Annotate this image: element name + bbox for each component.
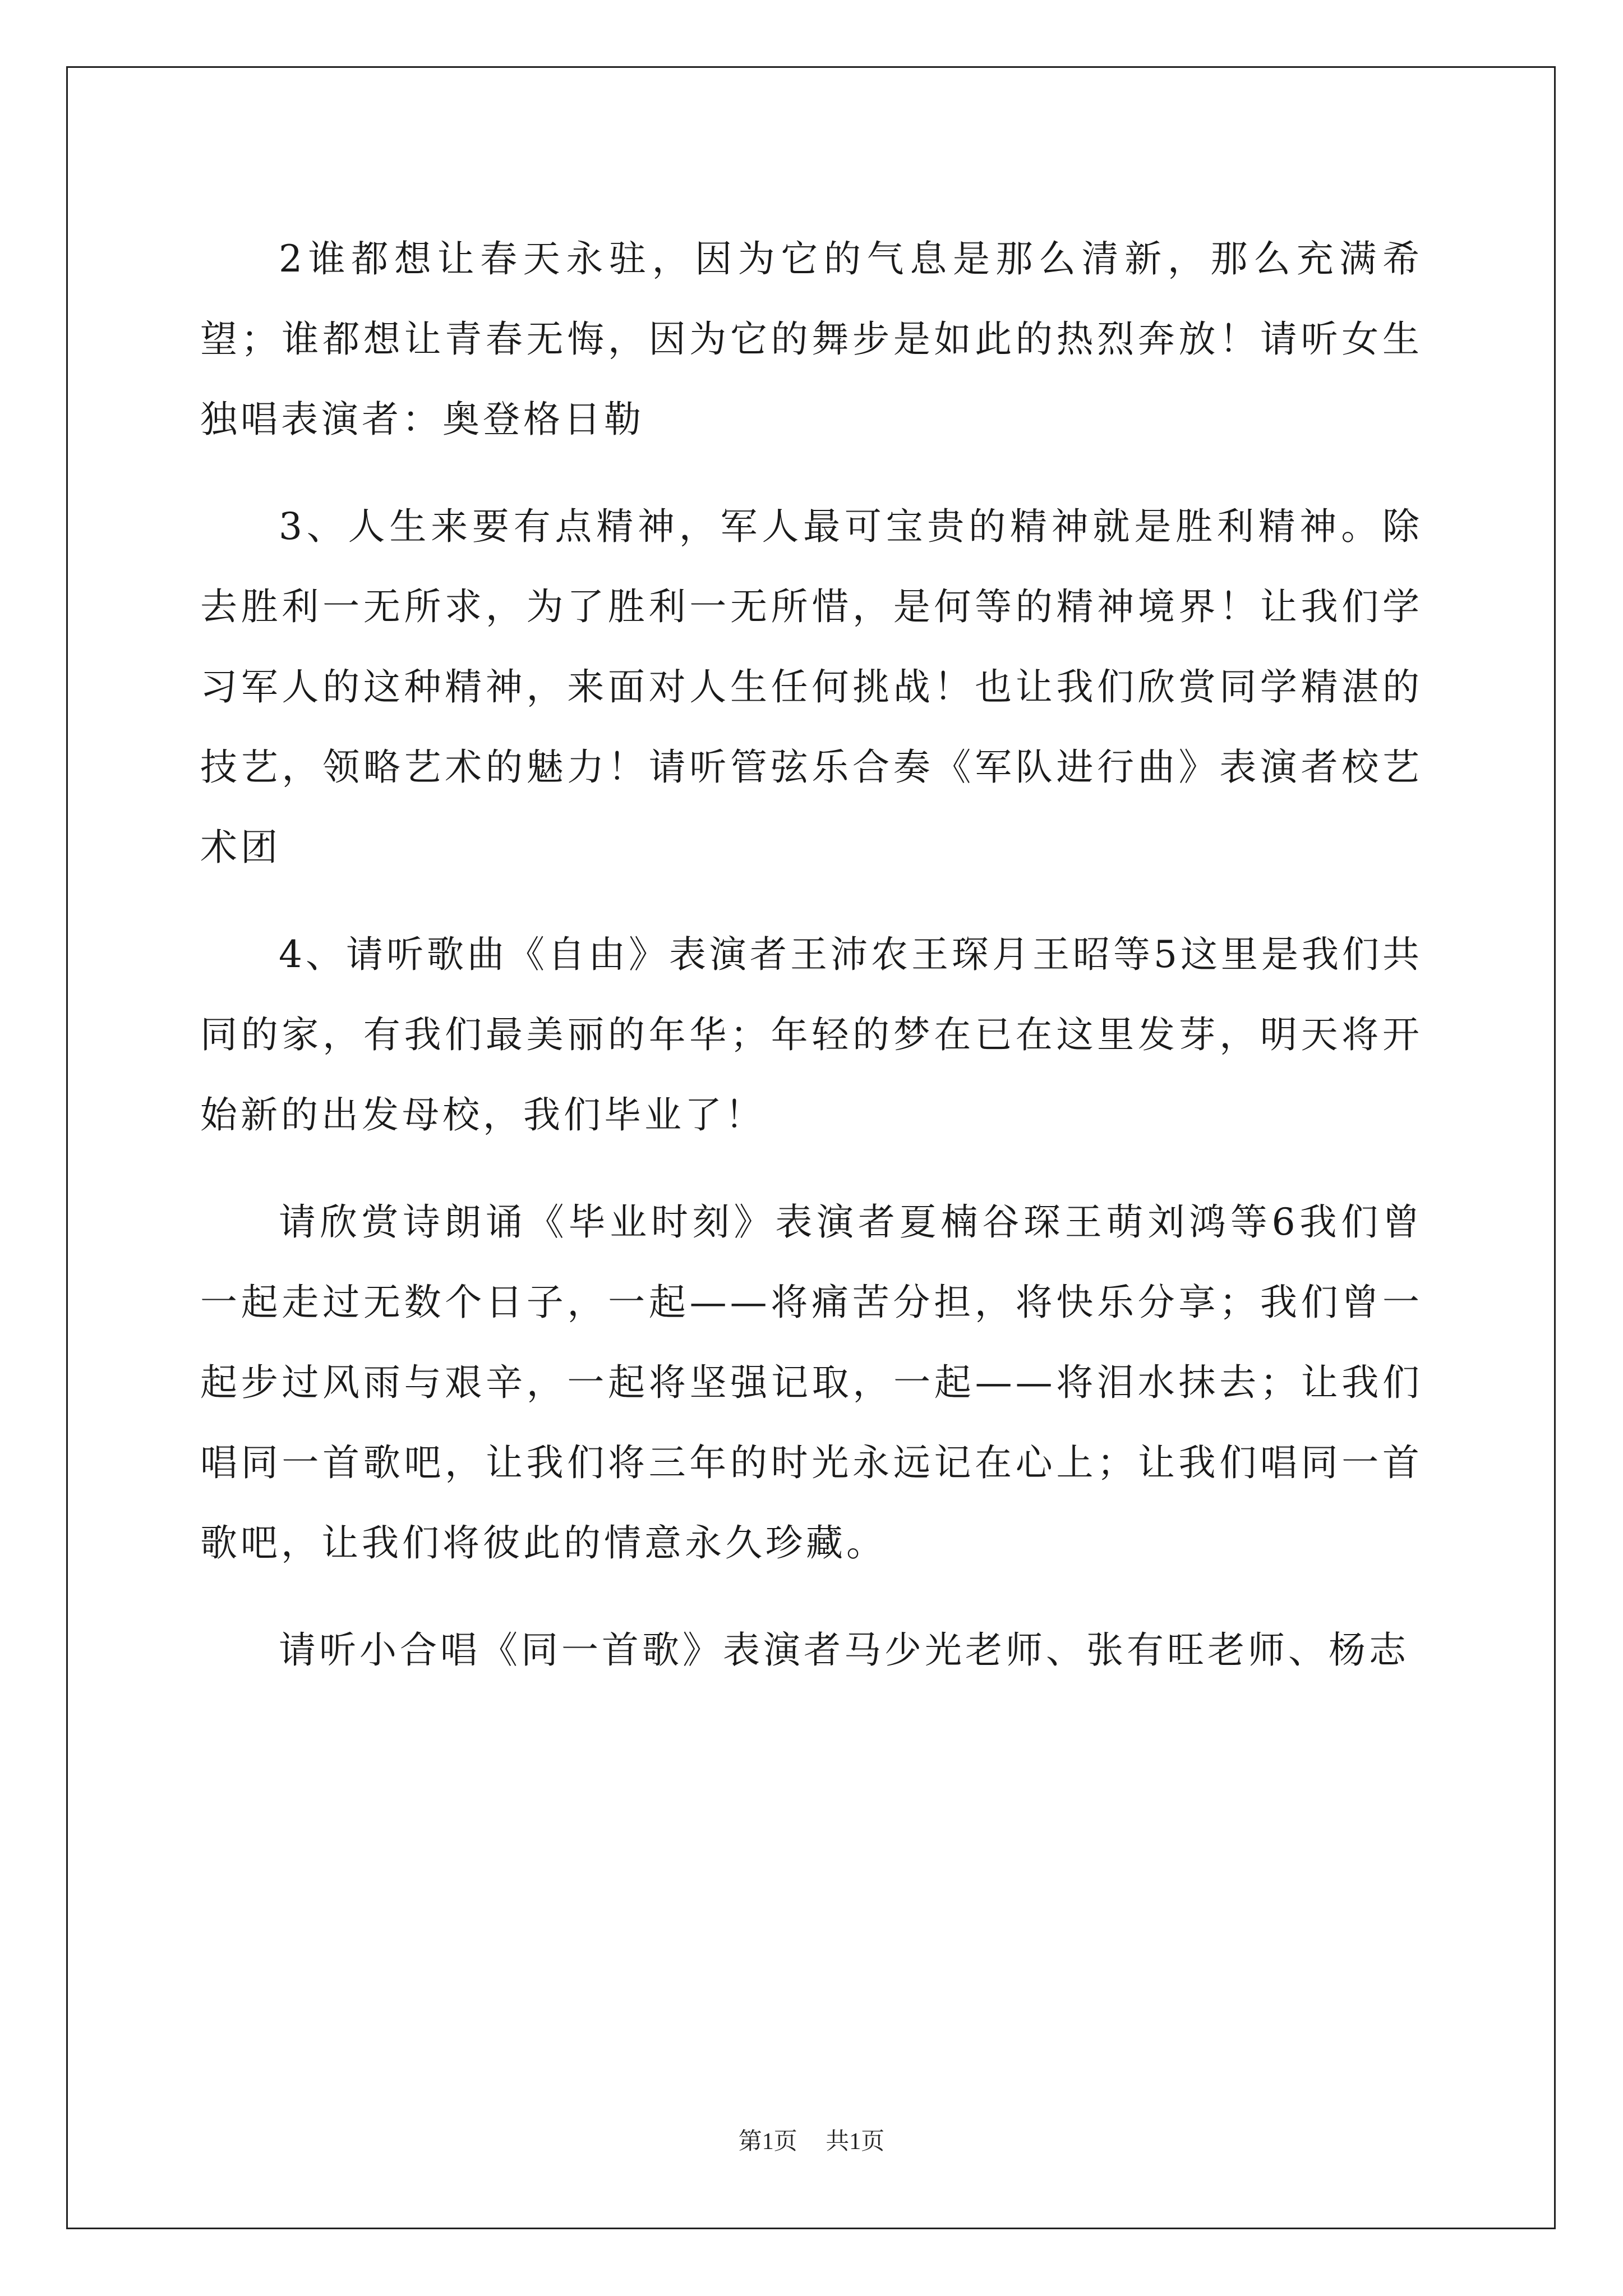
paragraph-3: 4、请听歌曲《自由》表演者王沛农王琛月王昭等5这里是我们共同的家，有我们最美丽的年华；年轻的梦在已在这里发芽，明天将开始新的出发母校，我们毕业了！	[200, 933, 1423, 1137]
paragraph-4: 请欣赏诗朗诵《毕业时刻》表演者夏楠谷琛王萌刘鸿等6我们曾一起走过无数个日子，一起——将痛苦分担，将快乐分享；我们曾一起步过风雨与艰辛，一起将坚强记取，一起——将泪水抹去；让我们唱同一首歌吧，让我们将三年的时光永远记在心上；让我们唱同一首歌吧，让我们将彼此的情意永久珍藏。	[200, 1200, 1423, 1565]
paragraph-5: 请听小合唱《同一首歌》表演者马少光老师、张有旺老师、杨志	[279, 1628, 1409, 1672]
page-number: 第1页	[738, 2129, 797, 2155]
paragraph-1: 2谁都想让春天永驻，因为它的气息是那么清新，那么充满希望；谁都想让青春无悔，因为它的舞步是如此的热烈奔放！请听女生独唱表演者：奥登格日勒	[200, 237, 1423, 441]
page-total: 共1页	[826, 2129, 885, 2155]
document-body	[200, 219, 1423, 1690]
page-footer	[0, 2123, 1623, 2156]
paragraph-2: 3、人生来要有点精神，军人最可宝贵的精神就是胜利精神。除去胜利一无所求，为了胜利一无所惜，是何等的精神境界！让我们学习军人的这种精神，来面对人生任何挑战！也让我们欣赏同学精湛的技艺，领略艺术的魅力！请听管弦乐合奏《军队进行曲》表演者校艺术团	[200, 505, 1423, 869]
